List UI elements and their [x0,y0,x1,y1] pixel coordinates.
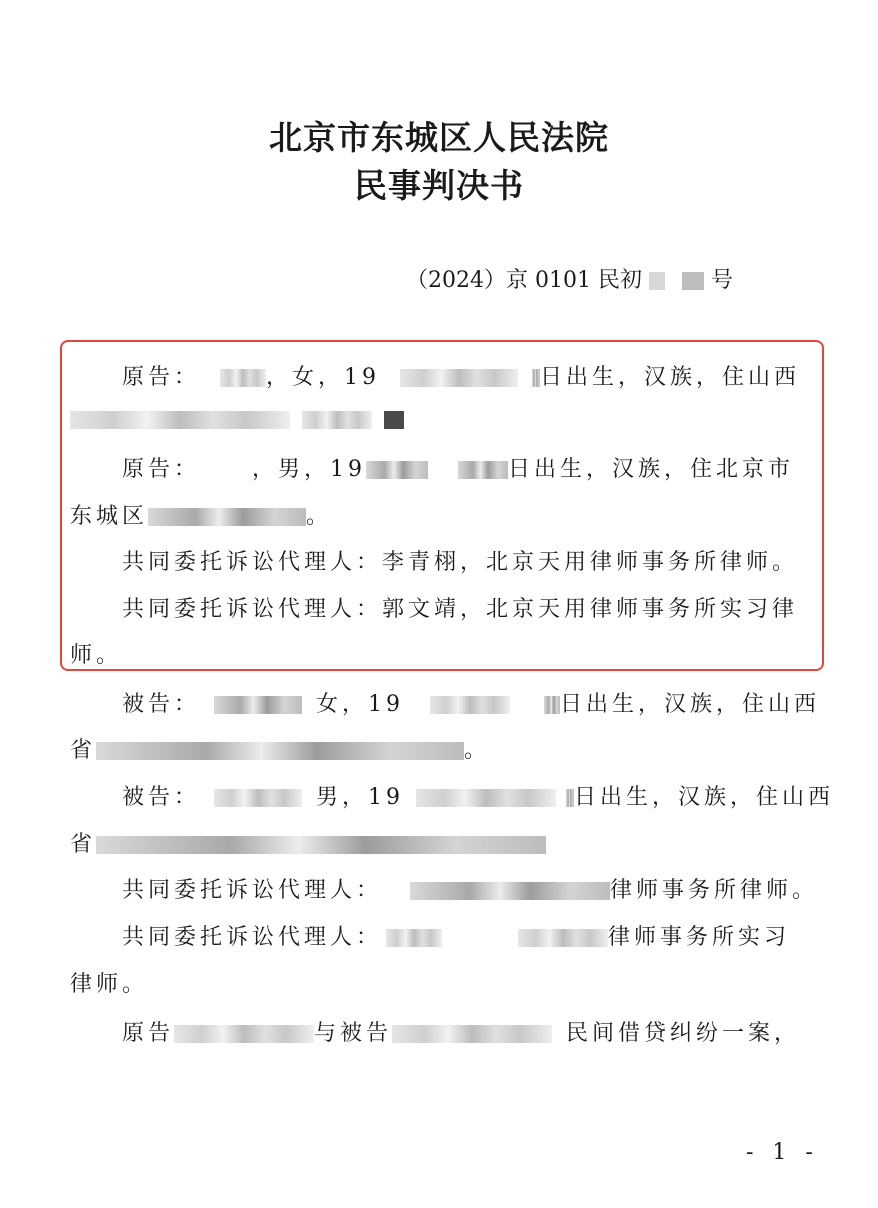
redacted-name [220,369,266,387]
redacted-name [214,789,302,807]
redacted-date [532,369,540,387]
court-title: 北京市东城区人民法院 [269,118,609,157]
defendant-2-line [122,780,834,811]
plaintiff-1-line [122,360,800,391]
redacted-address [148,508,306,526]
defendant-1-address-province: 省 [70,738,97,763]
redacted-case-number [682,272,704,290]
defendant-agent-2-label: 共同委托诉讼代理人： [122,925,383,950]
plaintiff-1-info: 日出生，汉族，住山西 [540,365,801,390]
redacted-date [366,461,428,479]
page-number: - 1 - [746,1140,819,1165]
plaintiff-1-gender: ，女，19 [266,365,381,390]
defendant-agent-2 [122,920,790,951]
period: 。 [464,738,491,763]
plaintiff-2-address [70,499,332,530]
plaintiff-2-gender: ，男，19 [252,457,367,482]
plaintiff-2-info: 日出生，汉族，住北京市 [508,457,795,482]
intro-plaintiff: 原告 [122,1021,175,1046]
defendant-agent-1-firm: 律师事务所律师。 [610,878,819,903]
plaintiff-2-line [122,452,794,483]
redacted-date [566,789,574,807]
plaintiff-agent-2-cont: 师。 [70,643,123,668]
redacted-name [174,1025,314,1043]
plaintiff-agent-1: 共同委托诉讼代理人：李青栩，北京天用律师事务所律师。 [122,550,799,575]
defendant-agent-2-cont: 律师。 [70,972,149,997]
period: 。 [306,504,333,529]
redacted-address [96,836,546,854]
defendant-1-label: 被告： [122,692,201,717]
plaintiff-agent-2: 共同委托诉讼代理人：郭文靖，北京天用律师事务所实习律 [122,597,799,622]
case-number-suffix: 号 [710,268,733,293]
redacted-date [400,369,518,387]
redacted-address [96,742,464,760]
plaintiff-2-label: 原告： [122,457,201,482]
defendant-2-address-province: 省 [70,832,97,857]
redacted-name [214,696,302,714]
defendant-agent-2-firm: 律师事务所实习 [608,925,791,950]
defendant-1-gender: 女，19 [316,692,405,717]
redacted-address [302,411,372,429]
plaintiff-1-address [70,407,404,432]
redacted-date [458,461,508,479]
defendant-agent-1-label: 共同委托诉讼代理人： [122,878,383,903]
plaintiff-1-label: 原告： [122,365,201,390]
defendant-2-label: 被告： [122,785,201,810]
defendant-2-gender: 男，19 [316,785,405,810]
redacted-name [518,929,608,947]
redacted-name [392,1025,552,1043]
redacted-date [430,696,510,714]
intro-case-type: 民间借贷纠纷一案， [566,1021,801,1046]
redacted-date [544,696,560,714]
redacted-date [416,789,556,807]
redacted-address [384,411,404,429]
plaintiff-2-address-district: 东城区 [70,504,149,529]
case-intro [122,1016,800,1047]
intro-defendant: 与被告 [314,1021,393,1046]
redacted-address [70,411,290,429]
case-number-prefix: （2024）京 0101 民初 [406,268,642,293]
redacted-name [386,929,442,947]
defendant-agent-1 [122,873,818,904]
redacted-case-number [649,272,665,290]
defendant-2-info: 日出生，汉族，住山西 [574,785,835,810]
defendant-1-line [122,687,820,718]
case-number [406,263,733,294]
redacted-name [410,882,610,900]
defendant-2-address [70,827,546,858]
defendant-1-address [70,733,490,764]
defendant-1-info: 日出生，汉族，住山西 [560,692,821,717]
document-type-title: 民事判决书 [354,166,524,205]
